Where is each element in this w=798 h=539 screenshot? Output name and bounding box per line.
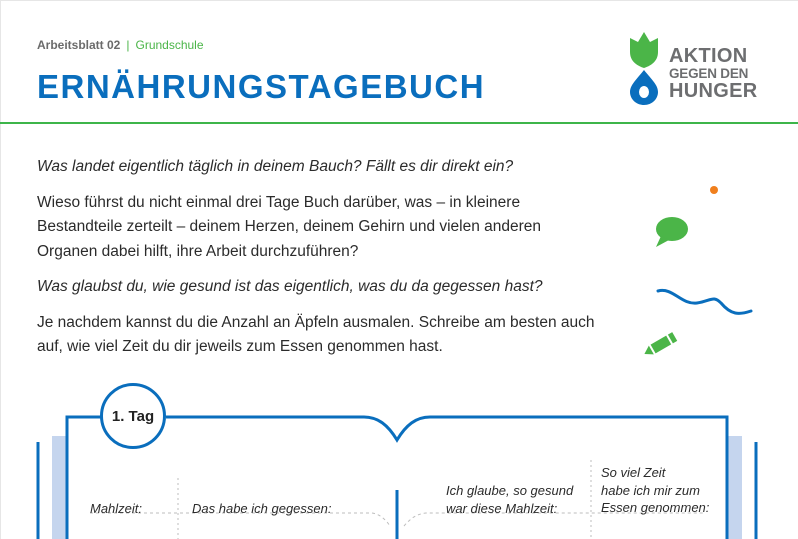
- column-health-label: [446, 482, 573, 517]
- intro-question-2: Was glaubst du, wie gesund ist das eigentlich, was du da gegessen hast?: [37, 278, 543, 295]
- intro-paragraph-1: Wieso führst du nicht einmal drei Tage Buch darüber, was – in kleinere Bestandteile zerteilt – deinem Herzen, deinem Gehirn und vielen anderen Organen dabei hilft, ihre Arbeit durchzuführen?: [37, 193, 542, 260]
- column-time-line-2: habe ich mir zum: [601, 482, 700, 498]
- page-title: ERNÄHRUNGSTAGEBUCH: [37, 68, 486, 105]
- speech-bubble-icon: [653, 216, 689, 248]
- logo-line-3: HUNGER: [669, 79, 758, 102]
- column-time-label: [601, 464, 709, 517]
- orange-dot-icon: [709, 185, 719, 195]
- header-divider: [0, 122, 798, 124]
- column-meal-label: Mahlzeit:: [90, 501, 143, 516]
- column-health-line-1: Ich glaube, so gesund: [446, 483, 574, 498]
- meta-separator: |: [126, 38, 130, 52]
- worksheet-number: Arbeitsblatt 02: [37, 38, 121, 52]
- pencil-icon: [640, 330, 680, 360]
- intro-paragraph-2: Je nachdem kannst du die Anzahl an Äpfeln ausmalen. Schreibe am besten auch auf, wie viel Zeit du dir jeweils zum Essen genommen hast.: [37, 313, 595, 355]
- column-eaten-label: Das habe ich gegessen:: [192, 501, 332, 516]
- logo-line-2: GEGEN DEN: [669, 66, 749, 81]
- aktion-gegen-den-hunger-logo: [624, 32, 764, 107]
- logo-line-1: AKTION: [669, 45, 748, 67]
- intro-question-1: Was landet eigentlich täglich in deinem Bauch? Fällt es dir direkt ein?: [37, 158, 514, 175]
- blue-squiggle-icon: [655, 285, 755, 325]
- logo-wordmark: [669, 46, 757, 101]
- column-health-line-2: war diese Mahlzeit:: [446, 500, 558, 516]
- worksheet-meta: [37, 38, 204, 52]
- day-badge: 1. Tag: [100, 383, 166, 449]
- leaf-drop-icon: [624, 32, 668, 107]
- intro-text: [37, 155, 597, 371]
- school-level: Grundschule: [135, 38, 204, 52]
- column-time-line-3: Essen genommen:: [601, 500, 710, 515]
- column-time-line-1: So viel Zeit: [601, 465, 666, 480]
